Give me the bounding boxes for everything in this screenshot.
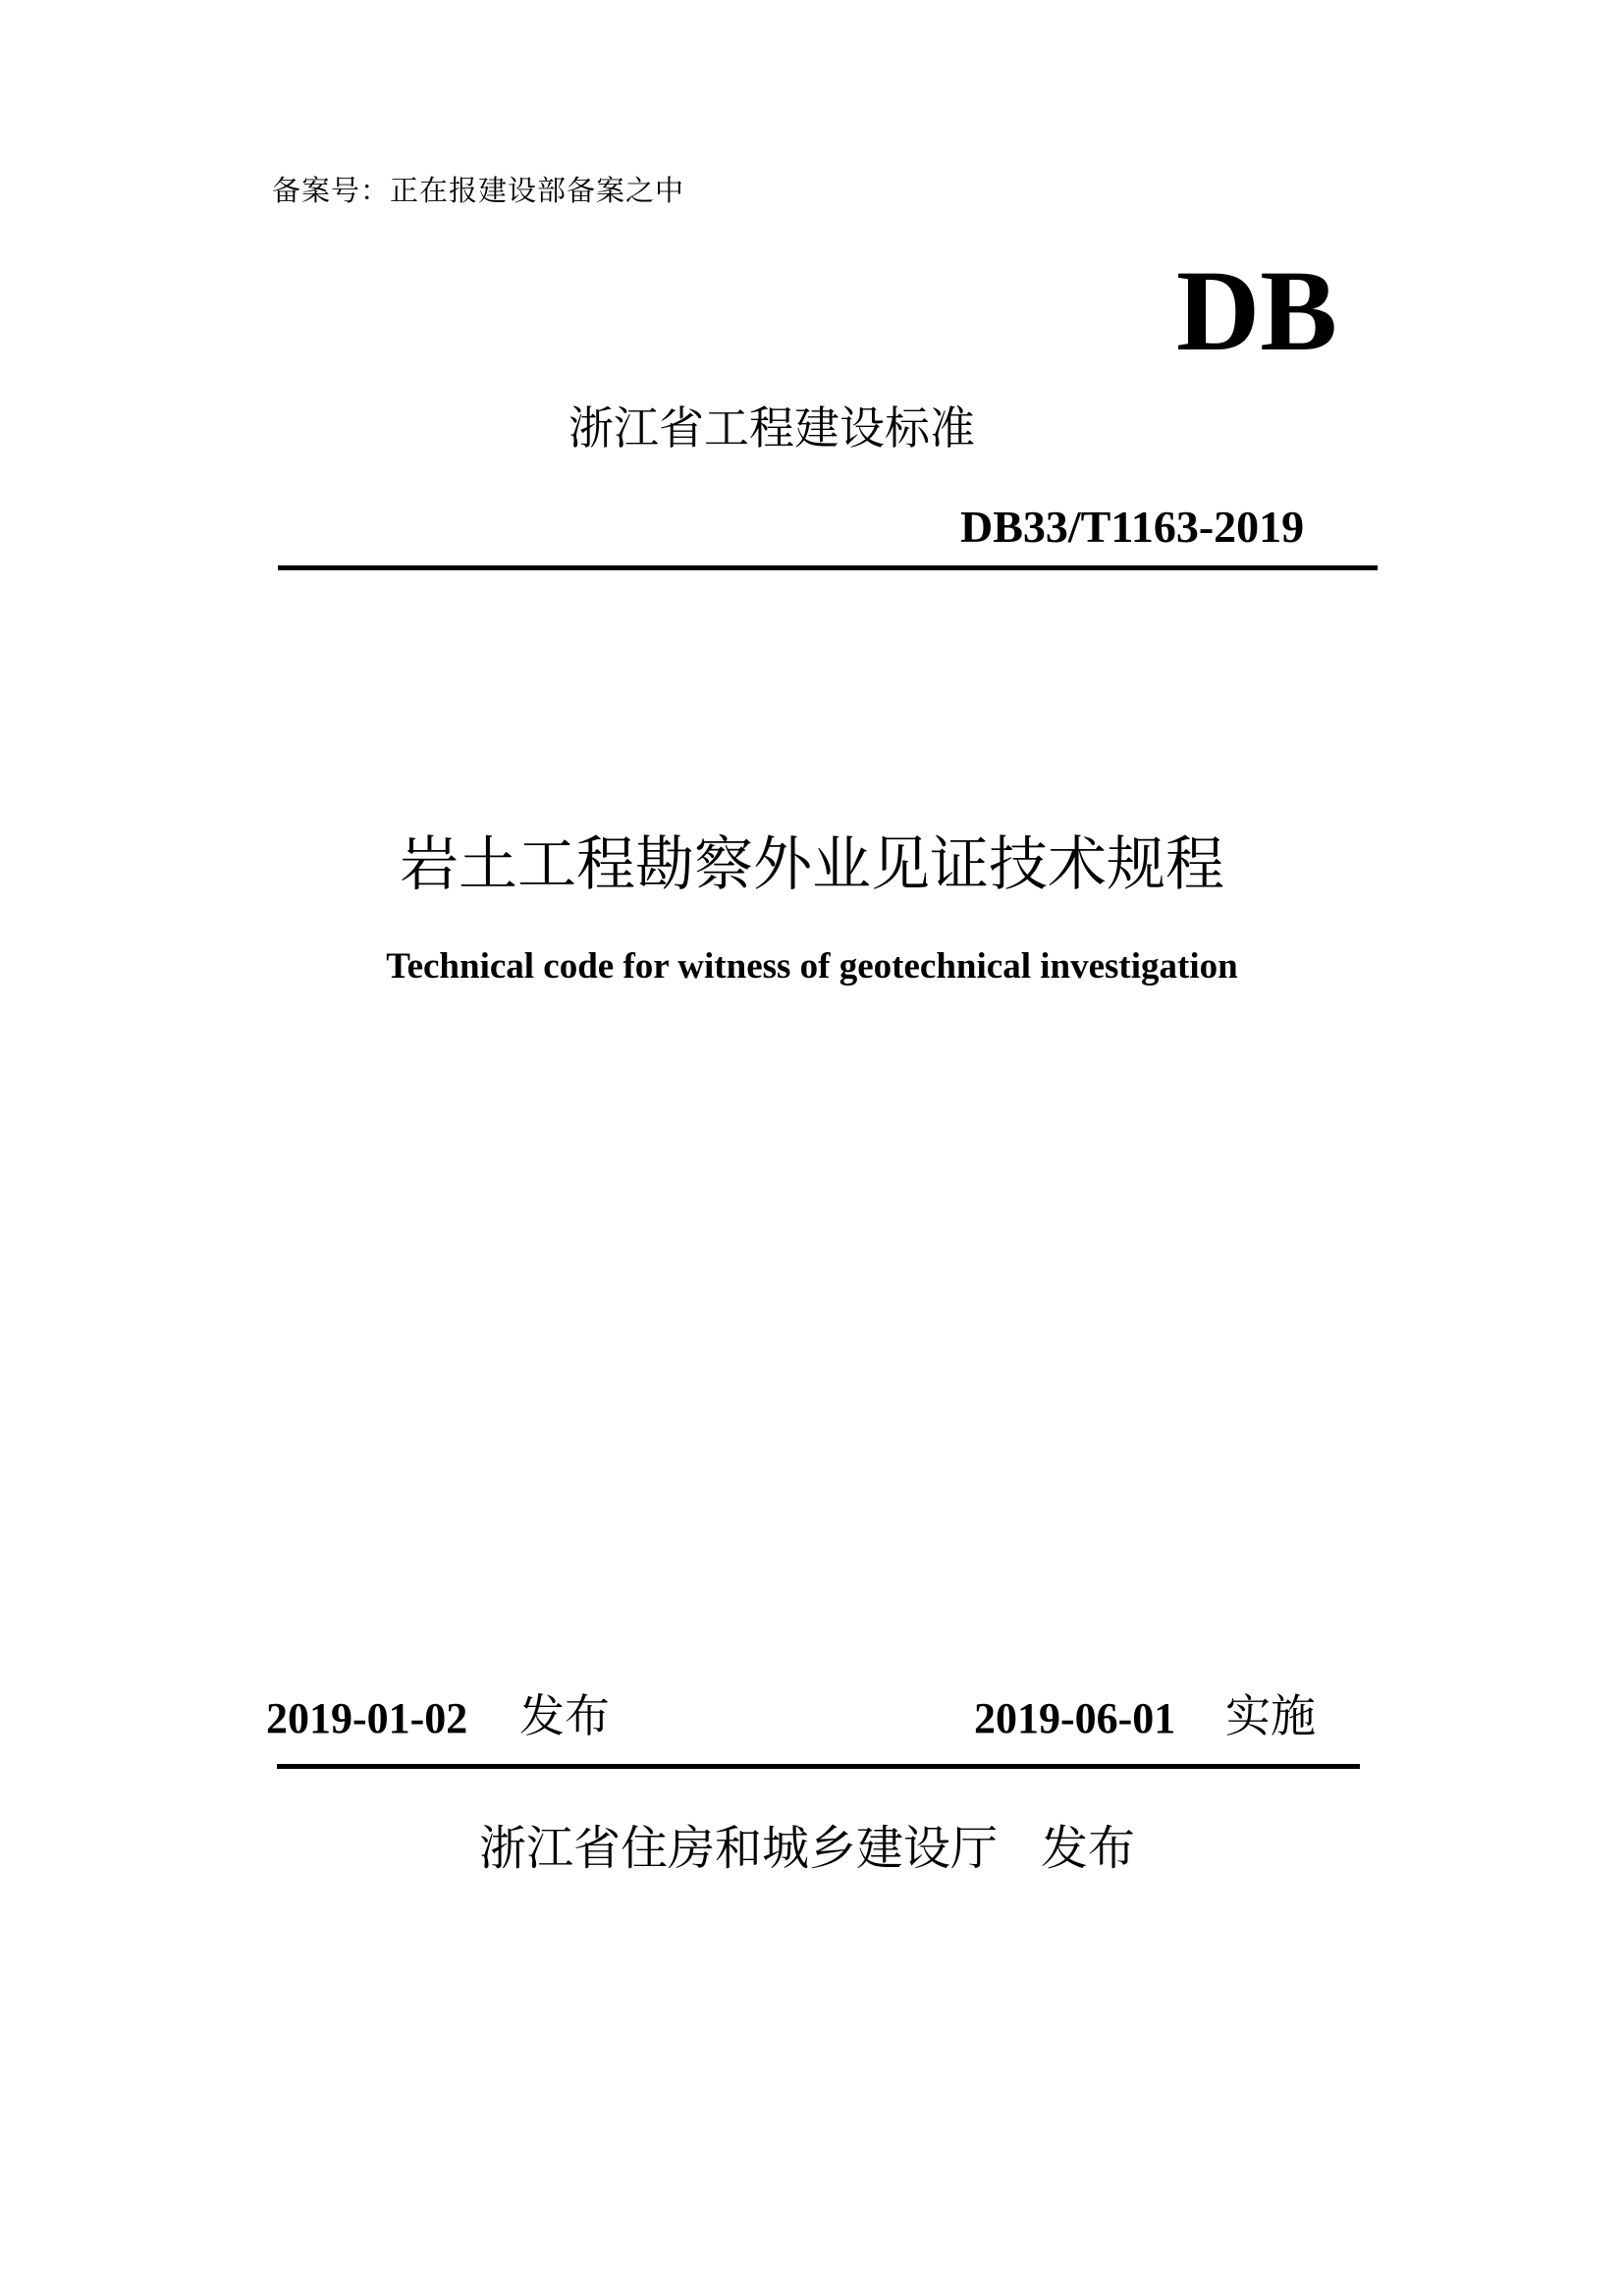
standard-number: DB33/T1163-2019 [960,502,1305,552]
standard-category-title: 浙江省工程建设标准 [568,403,975,454]
bottom-rule [277,1764,1360,1769]
implementation-date: 2019-06-01 [974,1694,1176,1742]
publisher-name: 浙江省住房和城乡建设厅 [479,1823,999,1875]
publisher-row [479,1823,1136,1875]
top-rule [278,565,1378,570]
publisher-action: 发布 [1041,1823,1136,1875]
implementation-label: 实施 [1225,1691,1316,1741]
filing-note: 备案号：正在报建设部备案之中 [272,176,685,207]
document-title-cn: 岩土工程勘察外业见证技术规程 [400,832,1224,897]
release-date: 2019-01-02 [266,1694,468,1742]
release-label: 发布 [519,1691,610,1741]
db-logo: DB [1176,246,1337,375]
document-title-en: Technical code for witness of geotechnical investigation [386,946,1238,987]
